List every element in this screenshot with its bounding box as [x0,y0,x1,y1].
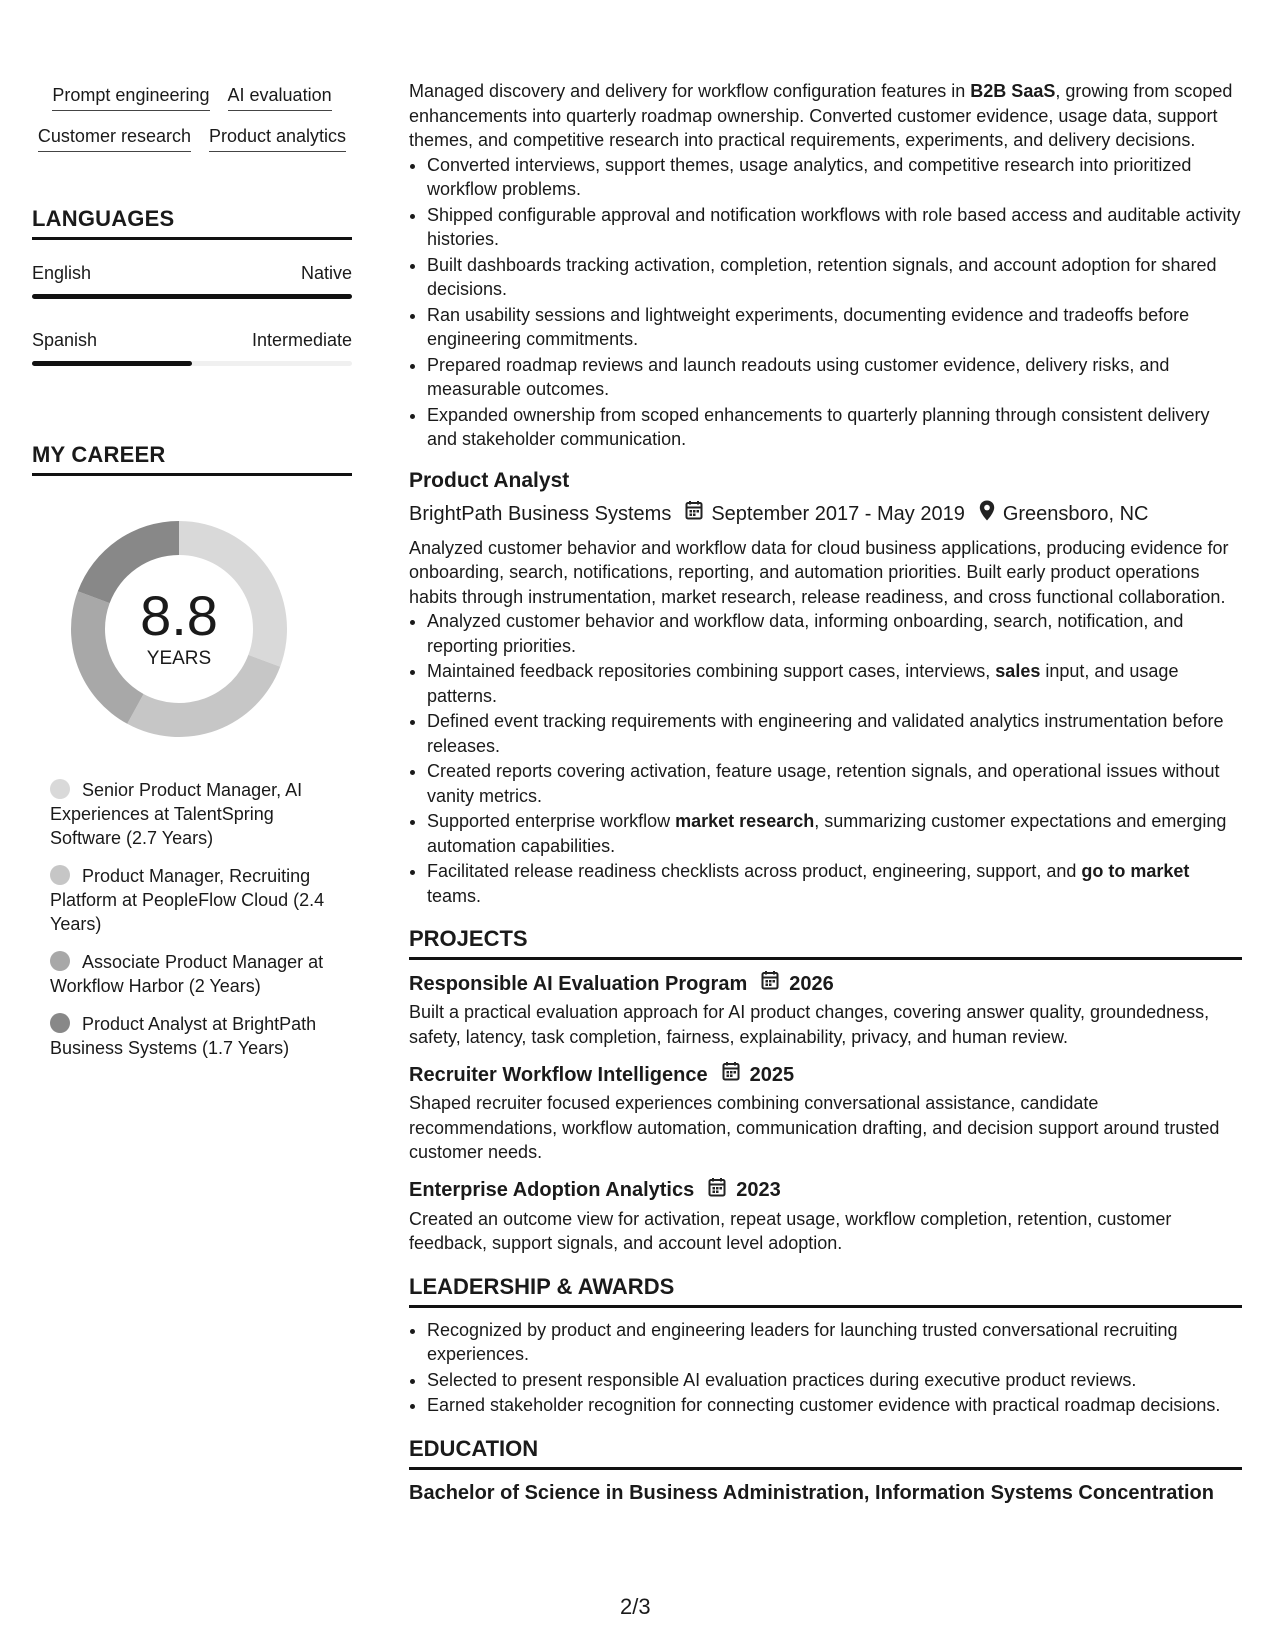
languages-section [32,206,352,366]
language-level: Intermediate [251,330,352,350]
total-years-value: 8.8 [140,584,218,647]
bullet-item: • Maintained feedback repositories combining support cases, interviews, sales input, and usage patterns. [427,659,1242,708]
total-years-label: YEARS [146,648,212,669]
education-title: EDUCATION [409,1436,1242,1470]
location-pin-icon [979,500,995,528]
language-name: Spanish [32,330,98,350]
bullet-item: • Earned stakeholder recognition for connecting customer evidence with practical roadmap decisions. [427,1393,1242,1418]
projects-title: PROJECTS [409,926,1242,960]
career-legend-text: Associate Product Manager at Workflow Harbor (2 Years) [50,952,324,996]
language-proficiency-fill [32,294,352,299]
career-legend-text: Product Manager, Recruiting Platform at PeopleFlow Cloud (2.4 Years) [50,866,325,934]
career-legend [32,778,335,1060]
skills-list [32,84,352,152]
job-bullets [409,609,1242,908]
legend-dot-icon [50,779,70,799]
job-title: Product Analyst [409,468,570,492]
project-name: Enterprise Adoption Analytics [409,1179,695,1201]
career-donut-chart [64,514,294,744]
leadership-title: LEADERSHIP & AWARDS [409,1274,1242,1308]
experience-bullets [409,153,1242,452]
legend-dot-icon [50,951,70,971]
calendar-icon [761,970,779,997]
career-title: MY CAREER [32,442,352,476]
project-year: 2025 [749,1063,795,1086]
bullet-item: • Prepared roadmap reviews and launch readouts using customer evidence, delivery risks, and measurable outcomes. [427,353,1242,402]
language-name: English [32,263,92,283]
company-name: BrightPath Business Systems [409,502,672,525]
bullet-item: • Created reports covering activation, feature usage, retention signals, and operational issues without vanity metrics. [427,759,1242,808]
calendar-icon [722,1061,740,1088]
job-dates: September 2017 - May 2019 [711,502,965,525]
languages-title: LANGUAGES [32,206,352,240]
language-proficiency-bar [32,294,352,299]
skill-tag: AI evaluation [228,84,332,111]
bullet-item: • Ran usability sessions and lightweight experiments, documenting evidence and tradeoffs before engineering commitments. [427,303,1242,352]
career-legend-text: Product Analyst at BrightPath Business Systems (1.7 Years) [50,1014,317,1058]
calendar-icon [708,1177,726,1204]
job-meta [409,500,1242,528]
right-column [409,79,1242,1506]
language-item [32,329,352,366]
page-number: 2/3 [620,1594,651,1619]
project-item [409,1177,1242,1256]
job-location: Greensboro, NC [1002,502,1149,525]
job-summary: Analyzed customer behavior and workflow data for cloud business applications, producing evidence for onboarding, search, notifications, reporting, and automation priorities. Built early product operations habits through instrumentation, market research, release readiness, and cross functional collaboration. [409,537,1229,607]
career-legend-item [50,1012,335,1060]
bullet-item: • Analyzed customer behavior and workflow data, informing onboarding, search, notification, and reporting priorities. [427,609,1242,658]
legend-dot-icon [50,865,70,885]
project-description: Built a practical evaluation approach for AI product changes, covering answer quality, groundedness, safety, latency, task completion, fairness, explainability, privacy, and human review. [409,1002,1210,1047]
career-legend-item [50,864,335,936]
language-proficiency-bar [32,361,352,366]
language-level: Native [300,263,352,283]
bullet-item: • Supported enterprise workflow market research, summarizing customer expectations and emerging automation capabilities. [427,809,1242,858]
project-name: Recruiter Workflow Intelligence [409,1063,708,1086]
bullet-item: • Converted interviews, support themes, usage analytics, and competitive research into prioritized workflow problems. [427,153,1242,202]
education-degree: Bachelor of Science in Business Administration, Information Systems Concentration [409,1481,1214,1504]
skill-tag: Customer research [38,125,191,152]
project-item [409,970,1242,1049]
bullet-item: • Selected to present responsible AI evaluation practices during executive product reviews. [427,1368,1242,1393]
skill-tag: Product analytics [209,125,346,152]
project-name: Responsible AI Evaluation Program [409,972,748,995]
project-description: Created an outcome view for activation, repeat usage, workflow completion, retention, customer feedback, support signals, and account level adoption. [409,1208,1172,1253]
left-column [32,84,352,1074]
bullet-item: • Shipped configurable approval and notification workflows with role based access and auditable activity histories. [427,203,1242,252]
experience-summary: Managed discovery and delivery for workflow configuration features in B2B SaaS, growing from scoped enhancements into quarterly roadmap ownership. Converted customer evidence, usage data, support themes, and competitive research into practical requirements, experiments, and delivery decisions. [409,81,1233,150]
bullet-item: • Recognized by product and engineering leaders for launching trusted conversational recruiting experiences. [427,1318,1242,1367]
career-legend-item [50,950,335,998]
calendar-icon [685,500,703,527]
skill-tag: Prompt engineering [52,84,209,111]
project-year: 2023 [736,1179,781,1201]
leadership-bullets [409,1318,1242,1418]
project-description: Shaped recruiter focused experiences combining conversational assistance, candidate recommendations, workflow automation, communication drafting, and decision support around trusted customer needs. [409,1093,1220,1162]
career-legend-item [50,778,335,850]
bullet-item: • Facilitated release readiness checklists across product, engineering, support, and go to market teams. [427,859,1242,908]
bullet-item: • Expanded ownership from scoped enhancements to quarterly planning through consistent delivery and stakeholder communication. [427,403,1242,452]
bullet-item: • Built dashboards tracking activation, completion, retention signals, and account adoption for shared decisions. [427,253,1242,302]
legend-dot-icon [50,1013,70,1033]
career-legend-text: Senior Product Manager, AI Experiences at TalentSpring Software (2.7 Years) [50,780,303,848]
language-proficiency-fill [32,361,192,366]
project-item [409,1061,1242,1165]
bullet-item: • Defined event tracking requirements with engineering and validated analytics instrumentation before releases. [427,709,1242,758]
project-year: 2026 [789,972,834,995]
career-section [32,442,352,1060]
language-item [32,262,352,299]
